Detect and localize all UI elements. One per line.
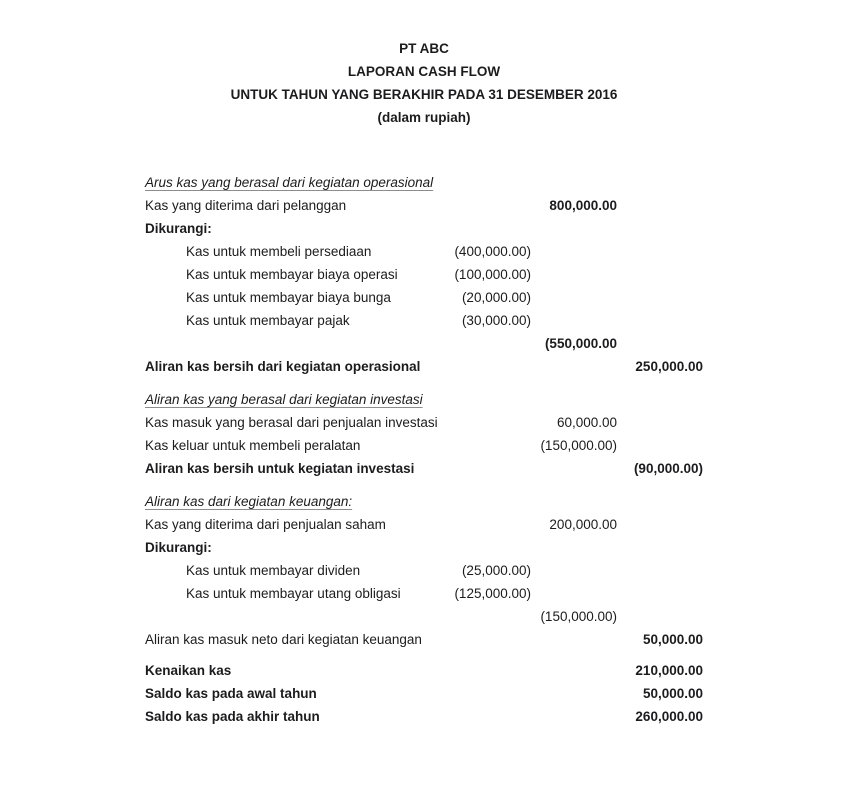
cash-flow-statement bbox=[145, 37, 703, 728]
summary-label: Saldo kas pada awal tahun bbox=[145, 686, 317, 701]
amount-deduction-col: (25,000.00) bbox=[461, 563, 531, 578]
line-item-label: Kas yang diterima dari pelanggan bbox=[145, 198, 347, 213]
row-investment-sale bbox=[145, 411, 703, 434]
line-item-label: Kas untuk membayar biaya operasi bbox=[186, 267, 398, 282]
section-investing bbox=[145, 388, 703, 480]
amount-deduction-col: (125,000.00) bbox=[454, 586, 531, 601]
amount-deduction-col: (20,000.00) bbox=[461, 290, 531, 305]
amount-deduction-col: (400,000.00) bbox=[454, 244, 531, 259]
row-financing-heading bbox=[145, 490, 703, 513]
row-share-sale-receipts bbox=[145, 513, 703, 536]
line-item-label: Kas keluar untuk membeli peralatan bbox=[145, 438, 361, 453]
line-item-label: Kas untuk membayar biaya bunga bbox=[186, 290, 391, 305]
amount-subtotal-col: (150,000.00) bbox=[540, 609, 617, 624]
amount-total-col: 50,000.00 bbox=[642, 632, 703, 647]
amount-subtotal-col: 800,000.00 bbox=[549, 198, 617, 213]
section-summary bbox=[145, 659, 703, 728]
row-customer-receipts bbox=[145, 194, 703, 217]
line-item-label: Kas untuk membeli persediaan bbox=[186, 244, 372, 259]
row-deduction-biaya-operasi bbox=[145, 263, 703, 286]
amount-total-col: 250,000.00 bbox=[635, 359, 703, 374]
row-kenaikan-kas bbox=[145, 659, 703, 682]
line-item-label: Kas untuk membayar dividen bbox=[186, 563, 361, 578]
summary-label: Saldo kas pada akhir tahun bbox=[145, 709, 320, 724]
row-deduction-biaya-bunga bbox=[145, 286, 703, 309]
amount-total-col: 260,000.00 bbox=[635, 709, 703, 724]
section-investing-heading: Aliran kas yang berasal dari kegiatan investasi bbox=[145, 392, 423, 407]
deductions-label: Dikurangi: bbox=[145, 221, 212, 236]
section-operational bbox=[145, 171, 703, 378]
amount-deduction-col: (100,000.00) bbox=[454, 267, 531, 282]
amount-total-col: 210,000.00 bbox=[635, 663, 703, 678]
report-header bbox=[145, 37, 703, 129]
report-title: LAPORAN CASH FLOW bbox=[347, 64, 501, 79]
amount-subtotal-col: 200,000.00 bbox=[549, 517, 617, 532]
row-financing-deductions-label bbox=[145, 536, 703, 559]
section-financing-heading: Aliran kas dari kegiatan keuangan: bbox=[145, 494, 353, 509]
total-label: Aliran kas bersih dari kegiatan operasional bbox=[145, 359, 421, 374]
line-item-label: Kas yang diterima dari penjualan saham bbox=[145, 517, 386, 532]
total-label: Aliran kas bersih untuk kegiatan investasi bbox=[145, 461, 415, 476]
row-investing-net bbox=[145, 457, 703, 480]
report-period: UNTUK TAHUN YANG BERAKHIR PADA 31 DESEMBER 2016 bbox=[230, 87, 618, 102]
deductions-label: Dikurangi: bbox=[145, 540, 212, 555]
amount-subtotal-col: (150,000.00) bbox=[540, 438, 617, 453]
row-financing-deductions-total bbox=[145, 605, 703, 628]
amount-total-col: (90,000.00) bbox=[633, 461, 703, 476]
currency-note: (dalam rupiah) bbox=[377, 110, 471, 125]
amount-subtotal-col: 60,000.00 bbox=[556, 415, 617, 430]
row-deduction-persediaan bbox=[145, 240, 703, 263]
row-operational-deductions-total bbox=[145, 332, 703, 355]
row-financing-net bbox=[145, 628, 703, 651]
company-name: PT ABC bbox=[399, 41, 449, 56]
row-saldo-awal-tahun bbox=[145, 682, 703, 705]
section-financing bbox=[145, 490, 703, 651]
line-item-label: Kas untuk membayar utang obligasi bbox=[186, 586, 401, 601]
row-deduction-utang-obligasi bbox=[145, 582, 703, 605]
amount-subtotal-col: (550,000.00 bbox=[544, 336, 617, 351]
row-equipment-purchase bbox=[145, 434, 703, 457]
row-deduction-dividen bbox=[145, 559, 703, 582]
amount-total-col: 50,000.00 bbox=[642, 686, 703, 701]
section-operational-heading: Arus kas yang berasal dari kegiatan operasional bbox=[145, 175, 434, 190]
total-label: Aliran kas masuk neto dari kegiatan keuangan bbox=[145, 632, 422, 647]
row-operational-deductions-label bbox=[145, 217, 703, 240]
amount-deduction-col: (30,000.00) bbox=[461, 313, 531, 328]
line-item-label: Kas masuk yang berasal dari penjualan investasi bbox=[145, 415, 438, 430]
row-investing-heading bbox=[145, 388, 703, 411]
row-deduction-pajak bbox=[145, 309, 703, 332]
row-operational-net bbox=[145, 355, 703, 378]
row-operational-heading bbox=[145, 171, 703, 194]
row-saldo-akhir-tahun bbox=[145, 705, 703, 728]
summary-label: Kenaikan kas bbox=[145, 663, 232, 678]
line-item-label: Kas untuk membayar pajak bbox=[186, 313, 350, 328]
